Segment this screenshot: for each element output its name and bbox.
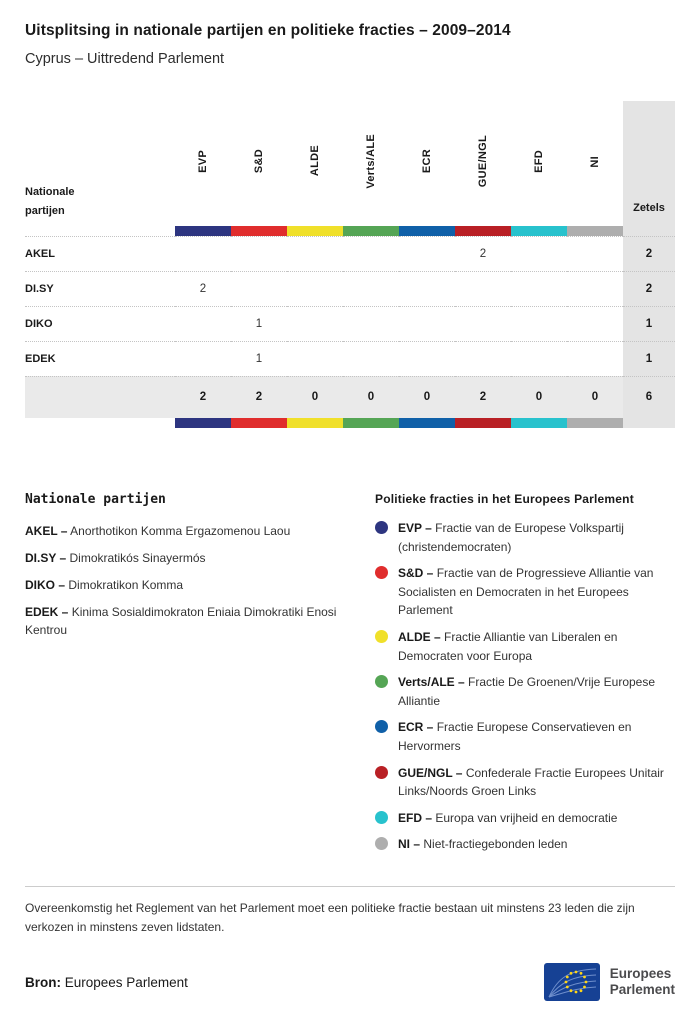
bottom-color-bar-guengl [455,418,511,428]
seats-cell: 2 [623,271,675,306]
color-bar-vertsale [343,226,399,236]
color-bar-ni [567,226,623,236]
ecr-color-dot [375,720,388,733]
total-cell: 0 [511,376,567,418]
legend-national-parties [25,492,375,862]
legend-party-edek: EDEK – Kinima Sosialdimokraton Eniaia Dimokratiki Enosi Kentrou [25,605,337,637]
footnote: Overeenkomstig het Reglement van het Parlement moet een politieke fractie bestaan uit minstens 23 leden die zijn verkozen in minstens zeven lidstaten. [25,900,635,935]
total-cell: 2 [455,376,511,418]
legends [25,492,675,862]
value-cell [567,341,623,376]
value-cell [455,306,511,341]
value-cell [511,236,567,271]
total-seats-cell: 6 [623,376,675,418]
color-bar-row [25,226,675,236]
guengl-color-dot [375,766,388,779]
value-cell [343,271,399,306]
column-header-efd: EFD [533,149,545,173]
value-cell [455,271,511,306]
value-cell [175,306,231,341]
breakdown-table [25,101,675,428]
column-header-evp: EVP [197,149,209,173]
total-cell: 0 [399,376,455,418]
legend-party-akel: AKEL – Anorthotikon Komma Ergazomenou Laou [25,524,291,538]
legend-party-diko: DIKO – Dimokratikon Komma [25,578,184,592]
table-row-akel [25,236,675,271]
page-title: Uitsplitsing in nationale partijen en politieke fracties – 2009–2014 [25,22,511,39]
legend-parties-title: Nationale partijen [25,492,166,507]
efd-color-dot [375,811,388,824]
party-name: AKEL [25,236,175,271]
color-bar-evp [175,226,231,236]
column-header-ni: NI [589,155,601,168]
value-cell [343,306,399,341]
sd-color-dot [375,566,388,579]
color-bar-sd [231,226,287,236]
value-cell [175,341,231,376]
seats-cell: 1 [623,341,675,376]
table-row-diko [25,306,675,341]
vertsale-color-dot [375,675,388,688]
value-cell [511,341,567,376]
total-cell: 0 [567,376,623,418]
value-cell [287,236,343,271]
party-name: DIKO [25,306,175,341]
value-cell [399,306,455,341]
legend-group-evp: EVP – Fractie van de Europese Volkspartij (christendemocraten) [375,519,675,556]
totals-row [25,376,675,418]
party-name: DI.SY [25,271,175,306]
legend-political-groups [375,492,675,862]
value-cell [343,341,399,376]
ni-color-dot [375,837,388,850]
ep-logo-text: Europees Parlement [609,965,675,998]
legend-group-vertsale: Verts/ALE – Fractie De Groenen/Vrije Europese Alliantie [375,673,675,710]
ep-logo-icon [544,963,600,1001]
legend-group-ecr: ECR – Fractie Europese Conservatieven en Hervormers [375,718,675,755]
legend-group-alde: ALDE – Fractie Alliantie van Liberalen en Democraten voor Europa [375,628,675,665]
value-cell [175,236,231,271]
column-header-guengl: GUE/NGL [477,134,489,188]
value-cell [511,306,567,341]
seats-cell: 1 [623,306,675,341]
column-header-sd: S&D [253,148,265,174]
value-cell [231,236,287,271]
value-cell: 2 [455,236,511,271]
column-header-zetels: Zetels [623,101,675,226]
ep-logo [544,963,675,1001]
value-cell [287,306,343,341]
total-cell: 0 [287,376,343,418]
value-cell: 1 [231,341,287,376]
bottom-color-bar-ni [567,418,623,428]
value-cell: 1 [231,306,287,341]
table-row-disy [25,271,675,306]
bottom-color-bar-row [25,418,675,428]
value-cell [567,236,623,271]
evp-color-dot [375,521,388,534]
value-cell [287,271,343,306]
source-row [25,963,675,1001]
value-cell [567,271,623,306]
legend-group-efd: EFD – Europa van vrijheid en democratie [375,809,675,828]
seats-cell: 2 [623,236,675,271]
legend-group-ni: NI – Niet-fractiegebonden leden [375,835,675,854]
bottom-color-bar-vertsale [343,418,399,428]
legend-groups-title: Politieke fracties in het Europees Parlement [375,492,634,506]
table-header-row [25,101,675,226]
bottom-color-bar-efd [511,418,567,428]
value-cell [399,341,455,376]
value-cell [343,236,399,271]
value-cell: 2 [175,271,231,306]
color-bar-guengl [455,226,511,236]
column-header-vertsale: Verts/ALE [365,133,377,189]
page-subtitle: Cyprus – Uittredend Parlement [25,51,225,67]
total-cell: 2 [231,376,287,418]
total-cell: 2 [175,376,231,418]
column-header-ecr: ECR [421,148,433,174]
divider [25,886,675,887]
table-row-edek [25,341,675,376]
source-line: Bron: Europees Parlement [25,974,188,990]
bottom-color-bar-evp [175,418,231,428]
value-cell [399,236,455,271]
legend-group-guengl: GUE/NGL – Confederale Fractie Europees Unitair Links/Noords Groen Links [375,764,675,801]
value-cell [399,271,455,306]
color-bar-ecr [399,226,455,236]
bottom-color-bar-alde [287,418,343,428]
value-cell [511,271,567,306]
total-cell: 0 [343,376,399,418]
column-header-alde: ALDE [309,145,321,177]
bottom-color-bar-ecr [399,418,455,428]
color-bar-alde [287,226,343,236]
bottom-color-bar-sd [231,418,287,428]
color-bar-efd [511,226,567,236]
alde-color-dot [375,630,388,643]
legend-group-sd: S&D – Fractie van de Progressieve Alliantie van Socialisten en Democraten in het Europees Parlement [375,564,675,620]
legend-party-disy: DI.SY – Dimokratikós Sinayermós [25,551,206,565]
party-name: EDEK [25,341,175,376]
value-cell [455,341,511,376]
value-cell [567,306,623,341]
first-column-header: Nationale partijen [25,185,75,217]
value-cell [287,341,343,376]
value-cell [231,271,287,306]
